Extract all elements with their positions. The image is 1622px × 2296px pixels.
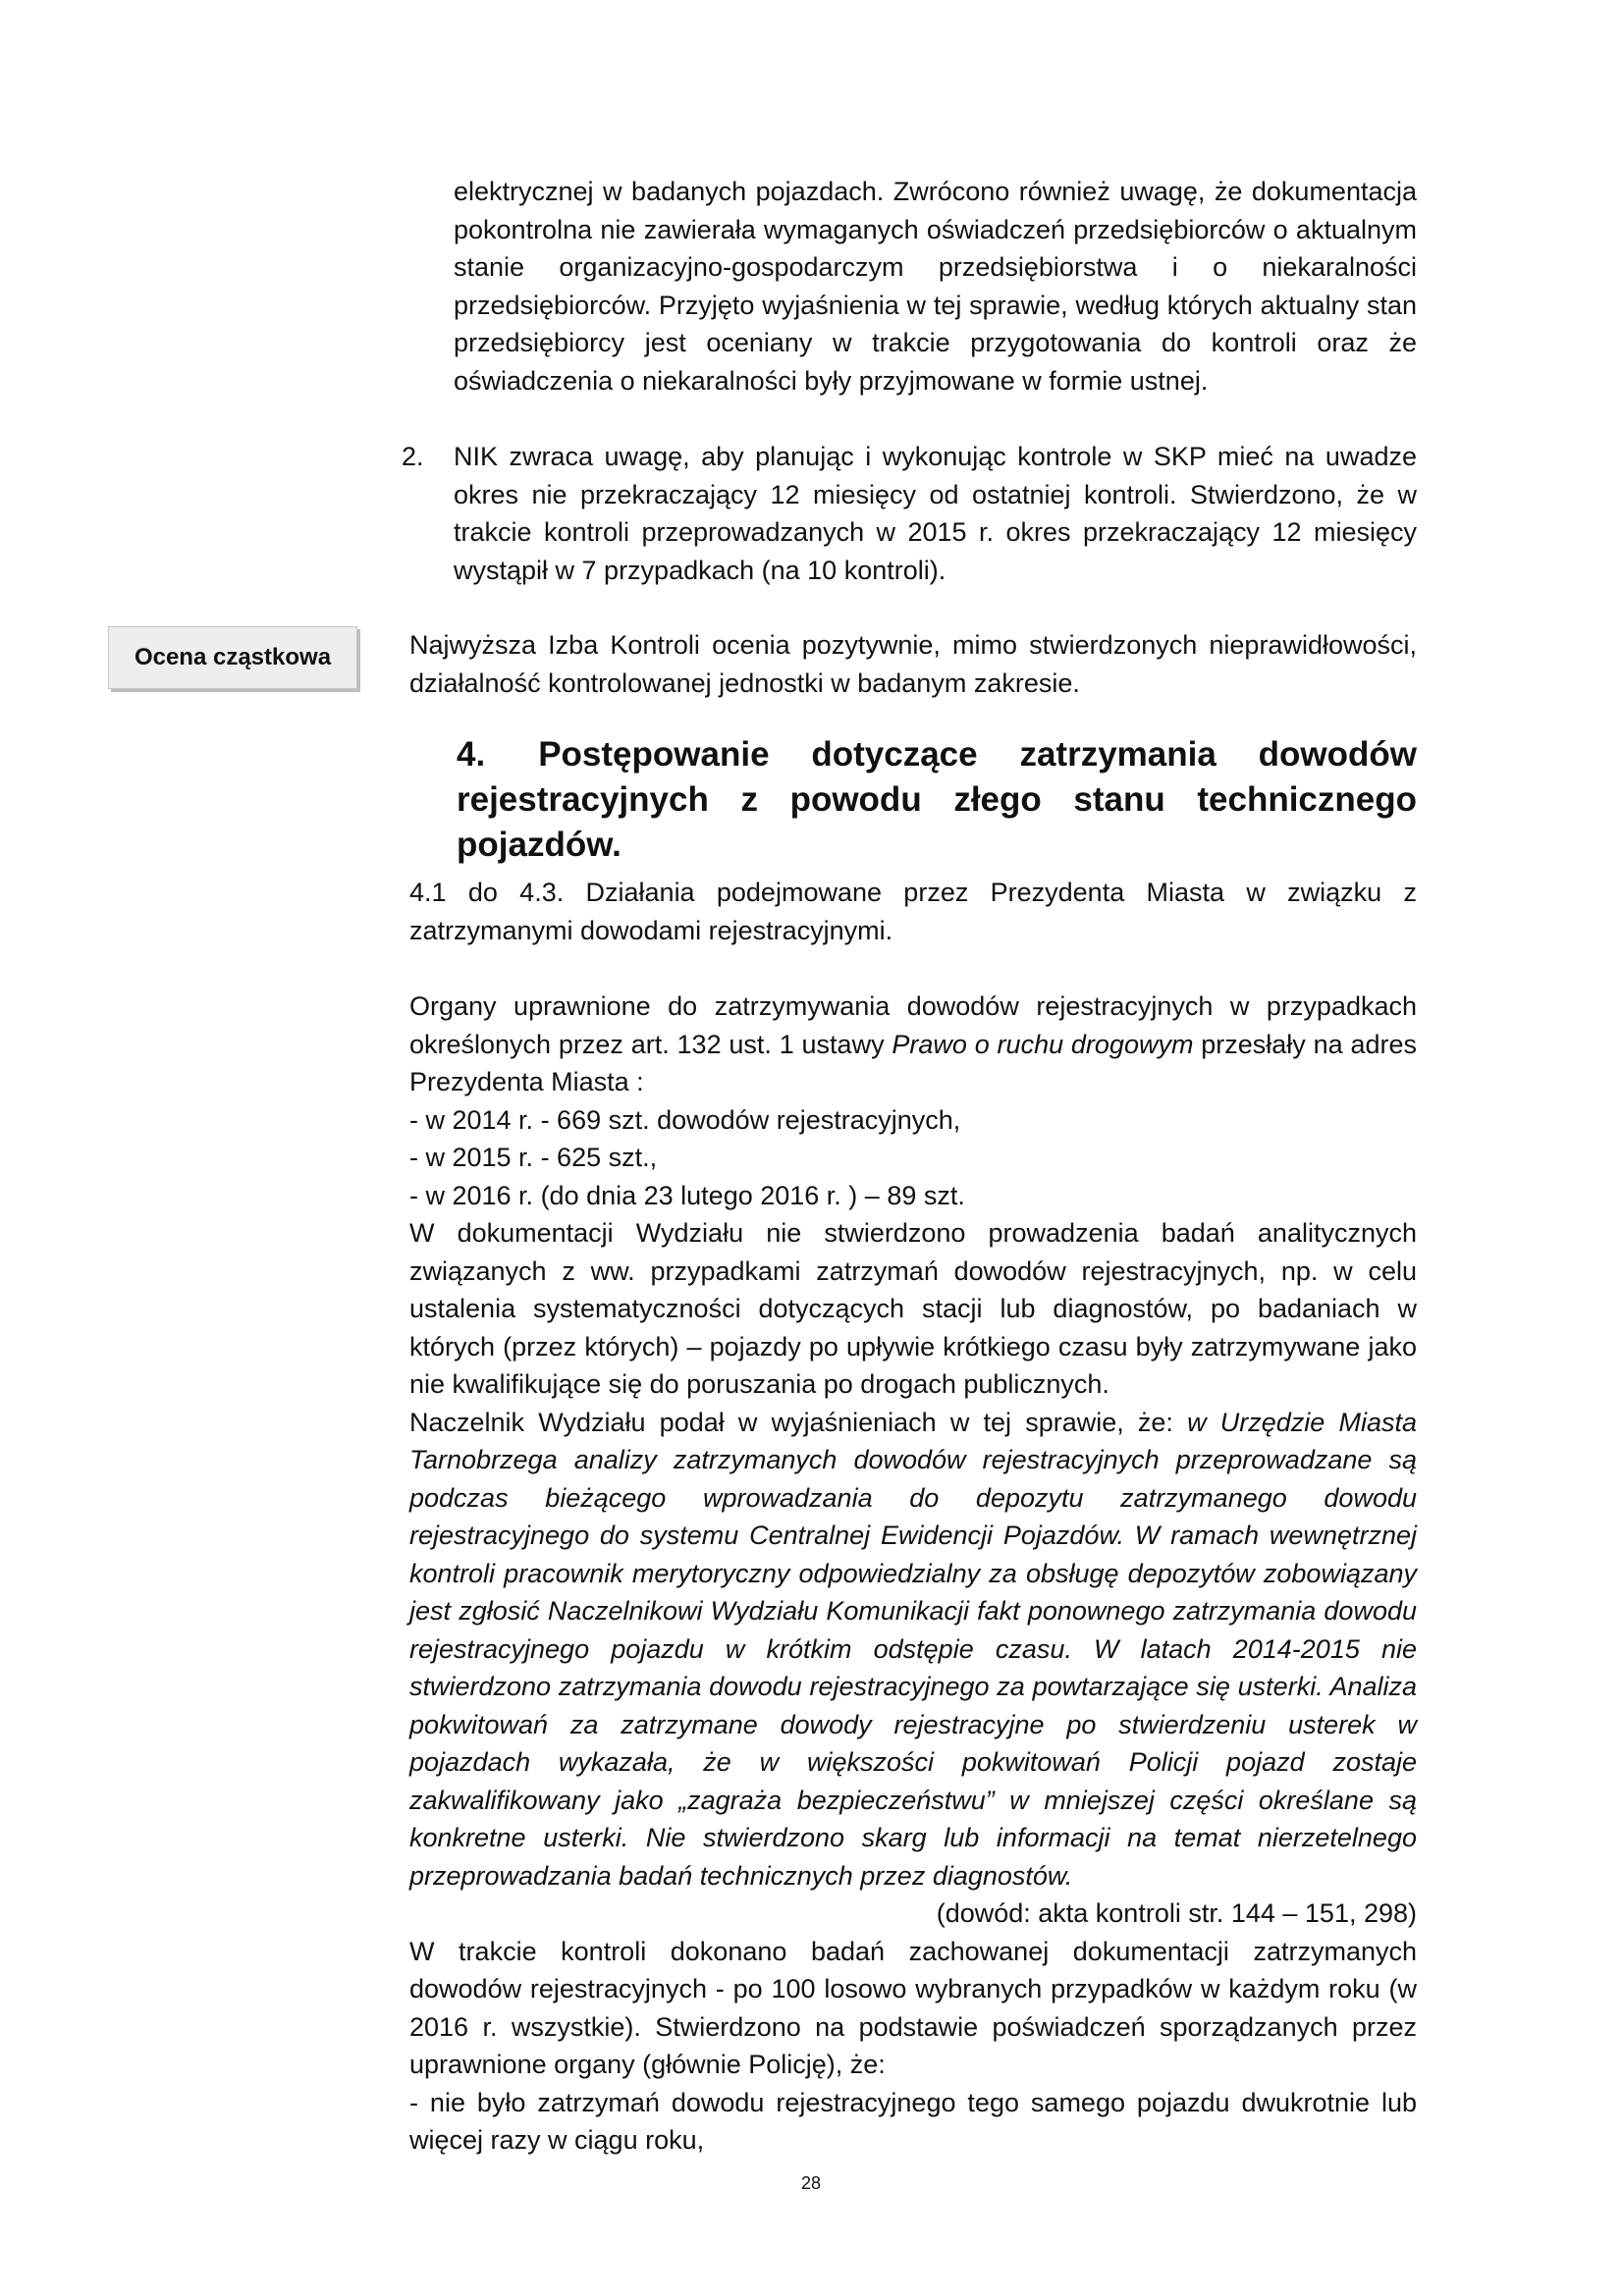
organs-intro-end: przesłały na adres Prezydenta Miasta : xyxy=(409,1029,1417,1096)
no-analysis-text: W dokumentacji Wydziału nie stwierdzono prowadzenia badań analitycznych związanych z ww. przypadkami zatrzymań dowodów rejestracyjnych, np. w celu ustalenia systematyczności dotyczących stacji lub diagnostów, po badaniach w których (przez których) – pojazdy po upływie krótkiego czasu były zatrzymywane jako nie kwalifikujące się do poruszania po drogach publicznych. xyxy=(409,1218,1417,1399)
count-line: - w 2016 r. (do dnia 23 lutego 2016 r. ) – 89 szt. xyxy=(409,1180,965,1210)
side-label-box xyxy=(108,626,357,689)
explanation-quote: w Urzędzie Miasta Tarnobrzega analizy zatrzymanych dowodów rejestracyjnych przeprowadzane są podczas bieżącego wprowadzania do depozytu zatrzymanego dowodu rejestracyjnego do systemu Centralnej Ewidencji Pojazdów. W ramach wewnętrznej kontroli pracownik merytoryczny odpowiedzialny za obsługę depozytów zobowiązany jest zgłosić Naczelnikowi Wydziału Komunikacji fakt ponownego zatrzymania dowodu rejestracyjnego pojazdu w krótkim odstępie czasu. W latach 2014-2015 nie stwierdzono zatrzymania dowodu rejestracyjnego za powtarzające się usterki. Analiza pokwitowań za zatrzymane dowody rejestracyjne po stwierdzeniu usterek w pojazdach wykazała, że w większości pokwitowań Policji pojazd zostaje zakwalifikowany jako „zagraża bezpieczeństwu” w mniejszej części określane są konkretne usterki. Nie stwierdzono skarg lub informacji na temat nierzetelnego przeprowadzania badań technicznych przez diagnostów. xyxy=(409,1407,1417,1891)
side-label: Ocena cząstkowa xyxy=(134,644,332,670)
explanation-paragraph xyxy=(409,1404,1417,1896)
section-heading-text: Postępowanie dotyczące zatrzymania dowodów rejestracyjnych z powodu złego stanu technicznego pojazdów. xyxy=(457,735,1417,864)
section-heading-number: 4. xyxy=(457,735,486,774)
evidence-reference: (dowód: akta kontroli str. 144 – 151, 298) xyxy=(936,1898,1417,1928)
count-line: - w 2014 r. - 669 szt. dowodów rejestracyjnych, xyxy=(409,1104,961,1135)
intro-text: elektrycznej w badanych pojazdach. Zwrócono również uwagę, że dokumentacja pokontrolna nie zawierała wymaganych oświadczeń przedsiębiorców o aktualnym stanie organizacyjno-gospodarczym przedsiębiorstwa i o niekaralności przedsiębiorców. Przyjęto wyjaśnienia w tej sprawie, według których aktualny stan przedsiębiorcy jest oceniany w trakcie przygotowania do kontroli oraz że oświadczenia o niekaralności były przyjmowane w formie ustnej. xyxy=(454,177,1417,396)
section-heading-title xyxy=(457,732,1417,868)
assessment-text: Najwyższa Izba Kontroli ocenia pozytywnie, mimo stwierdzonych nieprawidłowości, działalność kontrolowanej jednostki w badanym zakresie. xyxy=(409,630,1417,698)
finding-text: - nie było zatrzymań dowodu rejestracyjnego tego samego pojazdu dwukrotnie lub więcej razy w ciągu roku, xyxy=(409,2087,1417,2155)
organs-intro xyxy=(409,988,1417,1101)
subsection-text: 4.1 do 4.3. Działania podejmowane przez Prezydenta Miasta w związku z zatrzymanymi dowodami rejestracyjnymi. xyxy=(409,878,1417,945)
count-line: - w 2015 r. - 625 szt., xyxy=(409,1143,658,1172)
organs-intro-text: Organy uprawnione do zatrzymywania dowodów rejestracyjnych w przypadkach określonych przez art. 132 ust. 1 ustawy xyxy=(409,991,1417,1059)
explanation-intro: Naczelnik Wydziału podał w wyjaśnieniach w tej sprawie, że: xyxy=(409,1407,1188,1437)
list-item-2 xyxy=(402,438,1417,589)
intro-paragraph xyxy=(409,173,1417,400)
section-heading xyxy=(457,732,1417,868)
list-item-text: NIK zwraca uwagę, aby planując i wykonując kontrole w SKP mieć na uwadze okres nie przekraczający 12 miesięcy od ostatniej kontroli. Stwierdzono, że w trakcie kontroli przeprowadzanych w 2015 r. okres przekraczający 12 miesięcy wystąpił w 7 przypadkach (na 10 kontroli). xyxy=(454,442,1417,585)
page-number: 28 xyxy=(800,2173,822,2193)
assessment-paragraph xyxy=(409,626,1417,702)
sample-check-text: W trakcie kontroli dokonano badań zachowanej dokumentacji zatrzymanych dowodów rejestracyjnych - po 100 losowo wybranych przypadków w każdym roku (w 2016 r. wszystkie). Stwierdzono na podstawie poświadczeń sporządzanych przez uprawnione organy (głównie Policję), że: xyxy=(409,1936,1417,2079)
act-title: Prawo o ruchu drogowym xyxy=(892,1029,1194,1059)
list-number: 2. xyxy=(402,442,424,471)
subsection-paragraph xyxy=(409,874,1417,949)
body-section xyxy=(409,988,1417,2160)
